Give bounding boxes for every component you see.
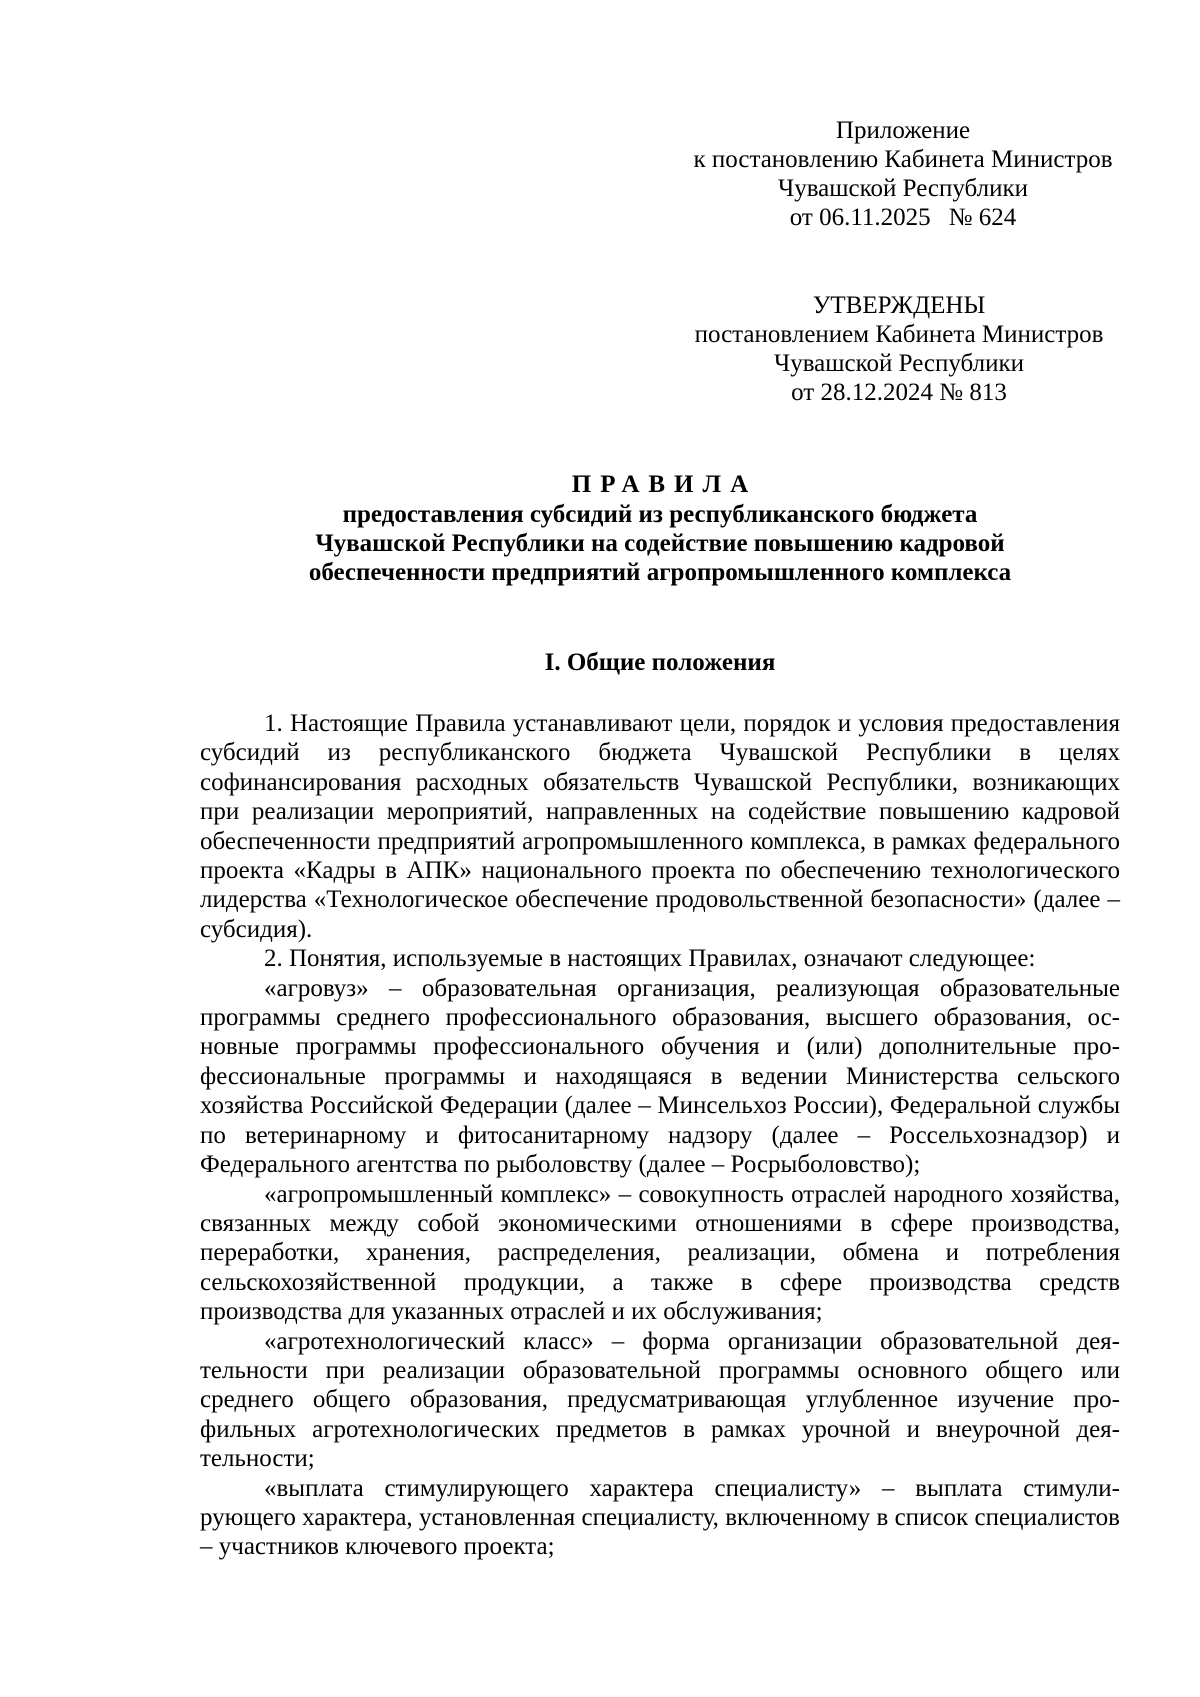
document-title: ПРАВИЛА <box>571 471 758 498</box>
approved-resolution-line: постановлением Кабинета Министров <box>694 321 1104 348</box>
document-subtitle-line: обеспеченности предприятий агропромышленного комплекса <box>308 559 1012 586</box>
appendix-republic-line: Чувашской Республики <box>777 175 1029 202</box>
paragraph-definitions-intro: 2. Понятия, используемые в настоящих Правилах, означают следующее: <box>264 945 1036 973</box>
appendix-resolution-line: к постановлению Кабинета Министров <box>693 146 1113 173</box>
appendix-date-line <box>676 203 1130 232</box>
definition-agrotech-class: «агротехнологический класс» – форма организации образовательной деятельности при реализации образовательной программы основного общего или среднего общего образования, предусматривающая углубленное изучение профильных агротехнологических предметов в рамках урочной и внеурочной деятельности; <box>200 1327 1120 1473</box>
approved-republic-line: Чувашской Республики <box>773 350 1025 377</box>
definition-agro-complex: «агропромышленный комплекс» – совокупность отраслей народного хозяйства, связанных между собой экономическими отношениями в сфере производства, переработки, хранения, распределения, реализации, обмена и потребления сельскохозяйственной продукции, а также в сфере производства средств производства для указанных отраслей и их обслуживания; <box>200 1180 1120 1326</box>
document-body <box>200 709 1120 1562</box>
approved-label: УТВЕРЖДЕНЫ <box>812 292 986 319</box>
appendix-number: № 624 <box>948 204 1017 231</box>
appendix-block <box>676 116 1130 232</box>
document-title-block <box>160 470 1160 587</box>
appendix-date: от 06.11.2025 <box>789 204 931 231</box>
approved-block <box>674 291 1124 407</box>
document-subtitle-line: предоставления субсидий из республиканского бюджета <box>342 501 978 528</box>
document-subtitle-line: Чувашской Республики на содействие повышению кадровой <box>315 530 1005 557</box>
approved-date-line: от 28.12.2024 № 813 <box>791 379 1007 406</box>
section-heading: I. Общие положения <box>544 649 776 676</box>
definition-agrovuz: «агровуз» – образовательная организация, реализующая образовательные программы среднего профессионального образования, высшего образования, основные программы профессионального обучения и (или) дополнительные профессиональные программы и находящаяся в ведении Министерства сельского хозяйства Российской Федерации (далее – Минсельхоз России), Федеральной службы по ветеринарному и фитосанитарному надзору (далее – Россельхознадзор) и Федерального агентства по рыболовству (далее – Росрыболовство); <box>200 974 1120 1179</box>
appendix-label: Приложение <box>835 117 971 144</box>
definition-incentive-payment: «выплата стимулирующего характера специалисту» – выплата стимулирующего характера, установленная специалисту, включенному в список специалистов – участников ключевого проекта; <box>200 1474 1120 1561</box>
paragraph-goals: 1. Настоящие Правила устанавливают цели, порядок и условия предоставления субсидий из республиканского бюджета Чувашской Республики в целях софинансирования расходных обязательств Чувашской Республики, возникающих при реализации мероприятий, направленных на содействие повышению кадровой обеспеченности предприятий агропромышленного комплекса, в рамках федерального проекта «Кадры в АПК» национального проекта по обеспечению технологического лидерства «Технологическое обеспечение продовольственной безопасности» (далее – субсидия). <box>200 710 1120 943</box>
